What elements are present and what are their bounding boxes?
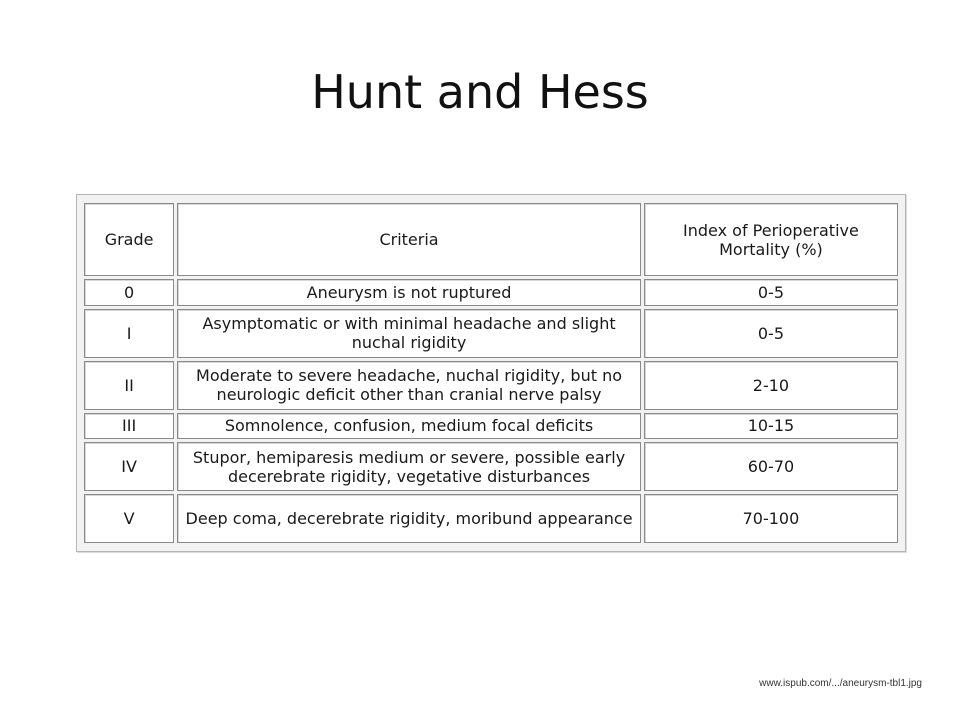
mortality-cell: 0-5 (644, 309, 898, 358)
criteria-cell: Moderate to severe headache, nuchal rigidity, but no neurologic deficit other than cranial nerve palsy (177, 361, 641, 410)
mortality-cell: 2-10 (644, 361, 898, 410)
mortality-cell: 0-5 (644, 279, 898, 305)
grade-cell: V (84, 494, 174, 543)
criteria-cell: Aneurysm is not ruptured (177, 279, 641, 305)
criteria-cell: Stupor, hemiparesis medium or severe, possible early decerebrate rigidity, vegetative disturbances (177, 442, 641, 491)
criteria-cell: Asymptomatic or with minimal headache and slight nuchal rigidity (177, 309, 641, 358)
hunt-hess-table (81, 200, 901, 546)
header-grade: Grade (84, 203, 174, 276)
table-row (84, 442, 898, 491)
hunt-hess-table-image (76, 194, 906, 552)
slide-title: Hunt and Hess (311, 65, 649, 119)
mortality-cell: 10-15 (644, 413, 898, 439)
source-caption: www.ispub.com/.../aneurysm-tbl1.jpg (759, 678, 922, 689)
mortality-cell: 60-70 (644, 442, 898, 491)
grade-cell: III (84, 413, 174, 439)
table-row (84, 413, 898, 439)
table-row (84, 309, 898, 358)
header-mortality-text: Index of Perioperative Mortality (%) (683, 220, 859, 259)
grade-cell: 0 (84, 279, 174, 305)
criteria-cell: Deep coma, decerebrate rigidity, moribund appearance (177, 494, 641, 543)
table-row (84, 494, 898, 543)
grade-cell: I (84, 309, 174, 358)
criteria-cell: Somnolence, confusion, medium focal deficits (177, 413, 641, 439)
table-row (84, 279, 898, 305)
grade-cell: II (84, 361, 174, 410)
grade-cell: IV (84, 442, 174, 491)
header-mortality (644, 203, 898, 276)
header-row (84, 203, 898, 276)
table-row (84, 361, 898, 410)
mortality-cell: 70-100 (644, 494, 898, 543)
header-criteria: Criteria (177, 203, 641, 276)
